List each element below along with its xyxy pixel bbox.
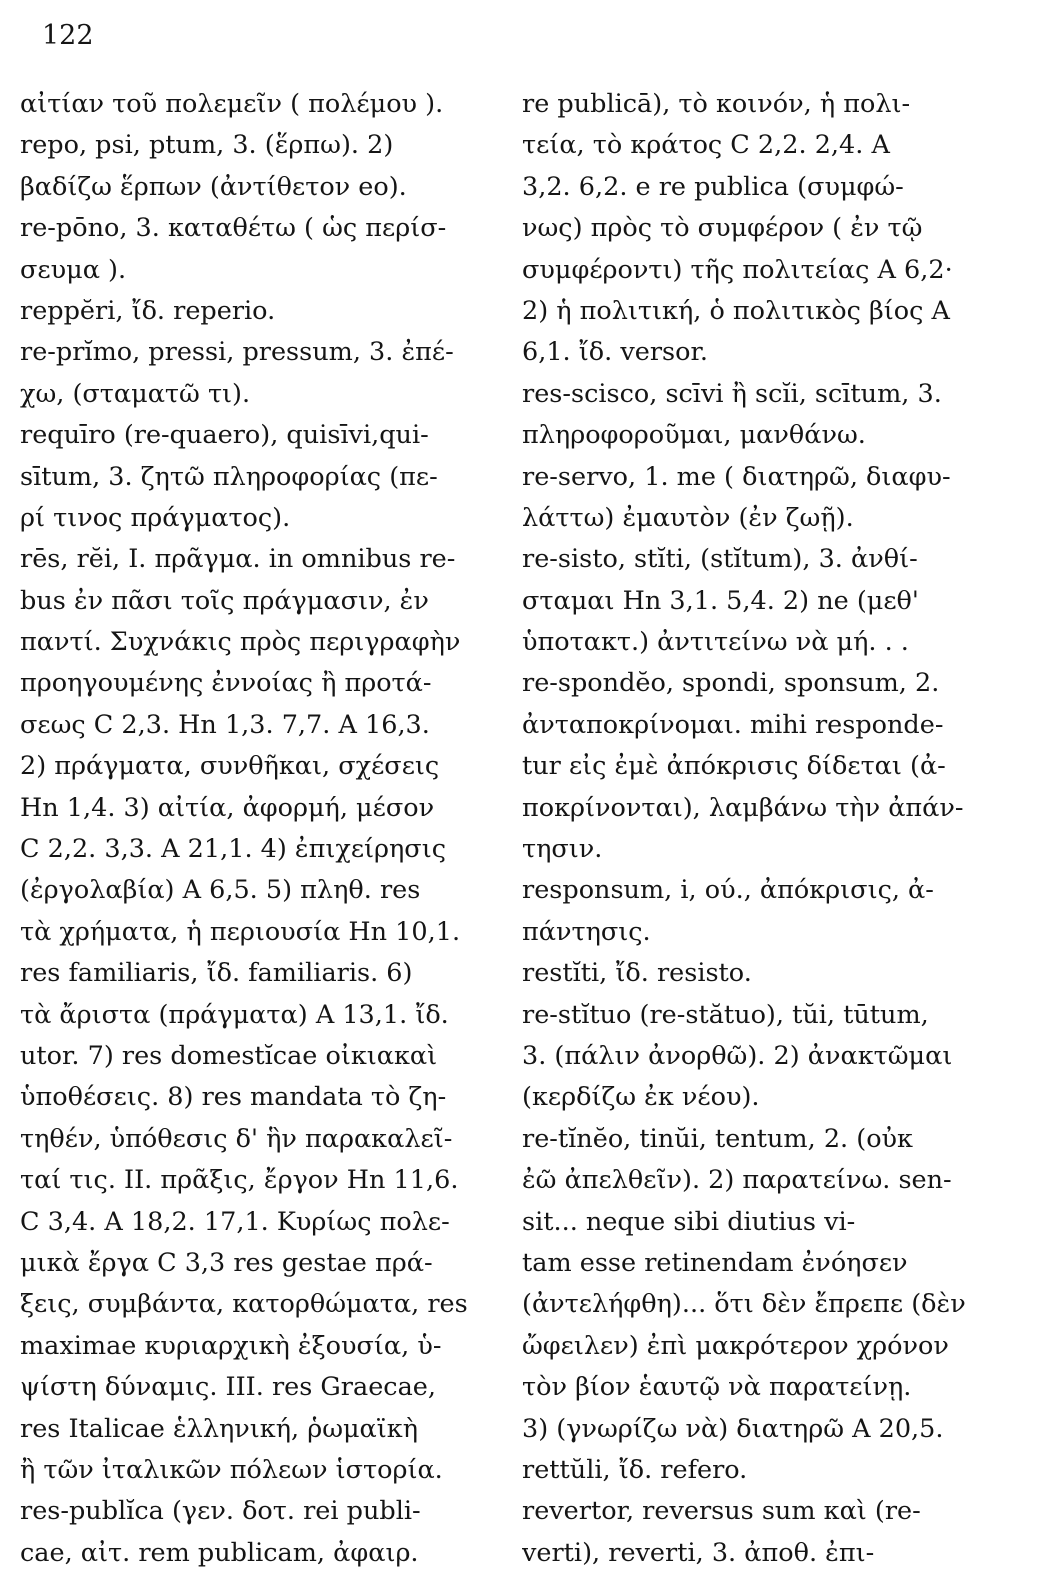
entry-line: revertor, reversus sum καὶ (re- <box>522 1496 921 1527</box>
entry-line: τὰ ἄριστα (πράγματα) A 13,1. ἴδ. <box>20 999 449 1030</box>
entry-line: σεως C 2,3. Hn 1,3. 7,7. A 16,3. <box>20 709 430 740</box>
entry-line: tam esse retinendam ἐνόησεν <box>522 1247 908 1278</box>
entry-line: βαδίζω ἕρπων (ἀντίθετον eo). <box>20 171 407 202</box>
entry-line: restĭti, ἴδ. resisto. <box>522 958 752 989</box>
entry-line: παντί. Συχνάκις πρὸς περιγραφὴν <box>20 627 461 658</box>
entry-line: cae, αἰτ. rem publicam, ἀφαιρ. <box>20 1537 419 1568</box>
entry-line: res familiaris, ἴδ. familiaris. 6) <box>20 958 413 989</box>
entry-line: requīro (re-quaero), quisīvi,qui- <box>20 420 429 451</box>
entry-line: re-prĭmo, pressi, pressum, 3. ἐπέ- <box>20 337 454 368</box>
entry-line: ὑποθέσεις. 8) res mandata τὸ ζη- <box>20 1082 447 1113</box>
entry-line: προηγουμένης ἐννοίας ἢ προτά- <box>20 668 432 699</box>
entry-line: re-pōno, 3. καταθέτω ( ὡς περίσ- <box>20 213 447 244</box>
entry-line: (κερδίζω ἐκ νέου). <box>522 1082 760 1113</box>
entry-line: 2) πράγματα, συνθῆκαι, σχέσεις <box>20 751 440 782</box>
entry-line: σευμα ). <box>20 254 127 285</box>
entry-line: sit... neque sibi diutius vi- <box>522 1206 856 1237</box>
entry-line: νως) πρὸς τὸ συμφέρον ( ἐν τῷ <box>522 213 923 244</box>
entry-line: Hn 1,4. 3) αἰτία, ἀφορμή, μέσον <box>20 792 435 823</box>
entry-line: re-servo, 1. me ( διατηρῶ, διαφυ- <box>522 461 951 492</box>
entry-line: συμφέροντι) τῆς πολιτείας A 6,2· <box>522 254 953 285</box>
entry-line: ἀνταποκρίνομαι. mihi responde- <box>522 709 944 740</box>
entry-line: re-stĭtuo (re-stătuo), tŭi, tūtum, <box>522 999 929 1030</box>
entry-line: re-tĭnĕo, tinŭi, tentum, 2. (οὐκ <box>522 1123 913 1154</box>
entry-line: τησιν. <box>522 834 603 865</box>
entry-line: re publicā), τὸ κοινόν, ἡ πολι- <box>522 89 911 119</box>
entry-line: res-publĭca (γεν. δοτ. rei publi- <box>20 1496 421 1527</box>
entry-line: tur εἰς ἐμὲ ἀπόκρισις δίδεται (ἀ- <box>522 751 946 782</box>
entry-line: responsum, i, ού., ἀπόκρισις, ἀ- <box>522 875 934 906</box>
entry-line: res-scisco, scīvi ἢ scĭi, scītum, 3. <box>522 378 942 409</box>
entry-line: αἰτίαν τοῦ πολεμεῖν ( πολέμου ). <box>20 89 444 119</box>
left-column <box>20 84 488 1574</box>
entry-line: ὤφειλεν) ἐπὶ μακρότερον χρόνον <box>522 1330 949 1361</box>
entry-line: ἐῶ ἀπελθεῖν). 2) παρατείνω. sen- <box>522 1165 952 1196</box>
entry-line: ψίστη δύναμις. III. res Graecae, <box>20 1372 436 1403</box>
entry-line: μικὰ ἔργα C 3,3 res gestae πρά- <box>20 1247 433 1278</box>
entry-line: re-spondĕo, spondi, sponsum, 2. <box>522 668 940 699</box>
entry-line: ξεις, συμβάντα, κατορθώματα, res <box>20 1289 468 1320</box>
entry-line: σταμαι Hn 3,1. 5,4. 2) ne (μεθ' <box>522 585 919 616</box>
entry-line: ταί τις. II. πρᾶξις, ἔργον Hn 11,6. <box>20 1165 459 1196</box>
entry-line: λάττω) ἐμαυτὸν (ἐν ζωῇ). <box>522 502 854 533</box>
entry-line: 6,1. ἴδ. versor. <box>522 337 708 368</box>
entry-line: maximae κυριαρχικὴ ἐξουσία, ὑ- <box>20 1330 442 1361</box>
entry-line: C 3,4. A 18,2. 17,1. Κυρίως πολε- <box>20 1206 450 1237</box>
entry-line: ρί τινος πράγματος). <box>20 502 291 533</box>
entry-line: τὰ χρήματα, ἡ περιουσία Hn 10,1. <box>20 916 461 947</box>
entry-line: 3) (γνωρίζω νὰ) διατηρῶ A 20,5. <box>522 1413 944 1444</box>
entry-line: πάντησις. <box>522 916 651 947</box>
entry-line: re-sisto, stĭti, (stĭtum), 3. ἀνθί- <box>522 544 918 575</box>
entry-line: C 2,2. 3,3. A 21,1. 4) ἐπιχείρησις <box>20 834 446 865</box>
entry-line: bus ἐν πᾶσι τοῖς πράγμασιν, ἐν <box>20 585 429 616</box>
entry-line: τηθέν, ὑπόθεσις δ' ἣν παρακαλεῖ- <box>20 1123 453 1154</box>
entry-line: (ἐργολαβία) A 6,5. 5) πληθ. res <box>20 875 421 906</box>
entry-line: rēs, rĕi, I. πρᾶγμα. in omnibus re- <box>20 544 456 575</box>
entry-line: τεία, τὸ κράτος C 2,2. 2,4. A <box>522 130 890 161</box>
page-number: 122 <box>42 20 94 51</box>
entry-line: res Italicae ἑλληνική, ῥωμαϊκὴ <box>20 1413 418 1444</box>
entry-line: ποκρίνονται), λαμβάνω τὴν ἀπάν- <box>522 792 964 823</box>
entry-line: 2) ἡ πολιτική, ὁ πολιτικὸς βίος A <box>522 295 950 326</box>
entry-line: πληροφοροῦμαι, μανθάνω. <box>522 420 866 451</box>
entry-line: τὸν βίον ἑαυτῷ νὰ παρατείνῃ. <box>522 1372 912 1403</box>
entry-line: (ἀντελήφθη)... ὅτι δὲν ἔπρεπε (δὲν <box>522 1289 966 1320</box>
entry-line: 3,2. 6,2. e re publica (συμφώ- <box>522 171 904 202</box>
entry-line: rettŭli, ἴδ. refero. <box>522 1454 748 1485</box>
entry-line: verti), reverti, 3. ἀποθ. ἐπι- <box>522 1537 875 1568</box>
entry-line: 3. (πάλιν ἀνορθῶ). 2) ἀνακτῶμαι <box>522 1040 953 1071</box>
entry-line: ἢ τῶν ἰταλικῶν πόλεων ἱστορία. <box>20 1454 443 1485</box>
entry-line: sītum, 3. ζητῶ πληροφορίας (πε- <box>20 461 438 492</box>
entry-line: repo, psi, ptum, 3. (ἕρπω). 2) <box>20 130 394 161</box>
entry-line: reppĕri, ἴδ. reperio. <box>20 295 276 326</box>
entry-line: χω, (σταματῶ τι). <box>20 378 251 409</box>
entry-line: ὑποτακτ.) ἀντιτείνω νὰ μή. . . <box>522 627 909 658</box>
right-column <box>522 84 974 1574</box>
entry-line: utor. 7) res domestĭcae οἰκιακαὶ <box>20 1040 438 1071</box>
